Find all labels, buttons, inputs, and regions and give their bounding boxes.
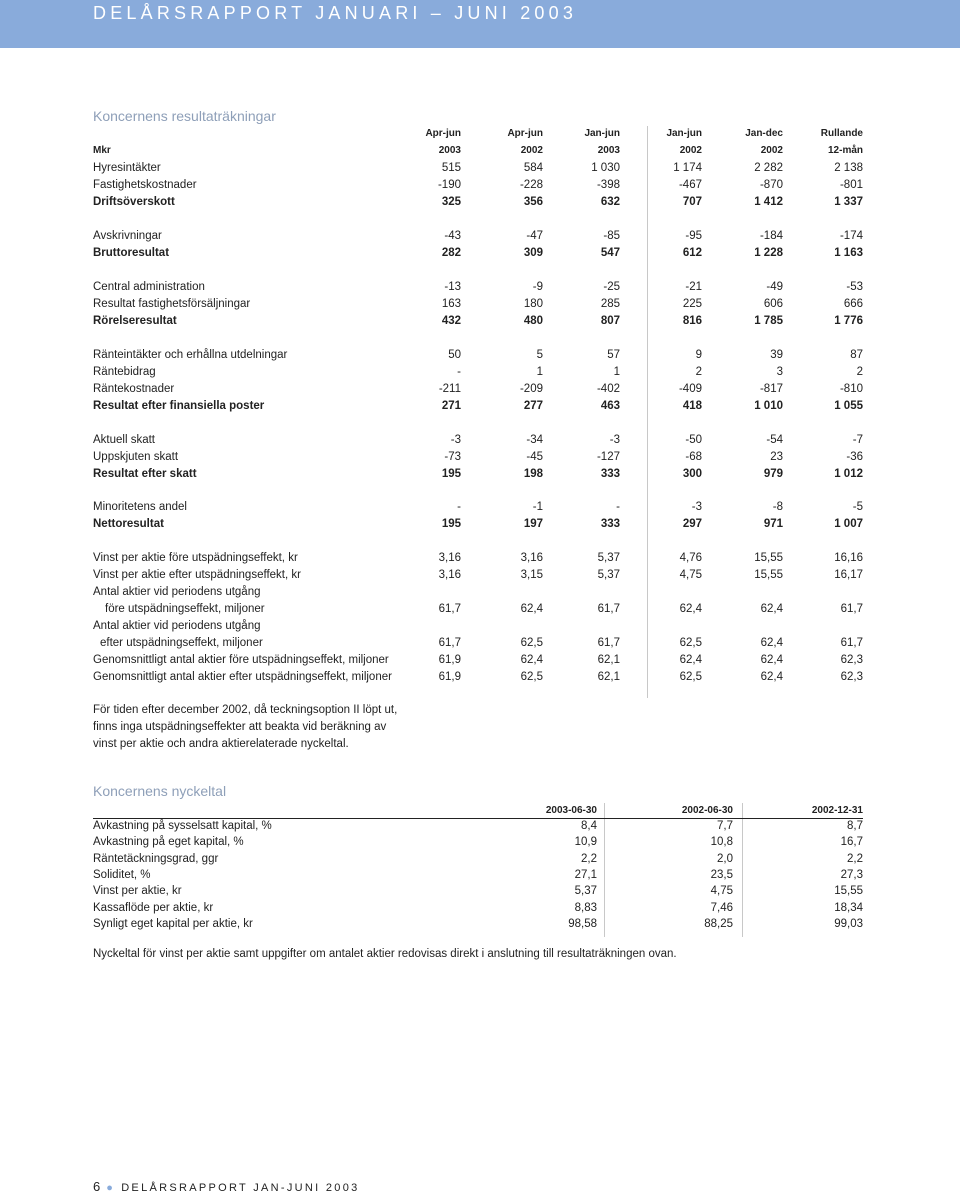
row-value: 356 xyxy=(523,196,543,208)
row-value: 285 xyxy=(600,298,620,310)
note-line: vinst per aktie och andra aktierelaterade nyckeltal. xyxy=(93,738,349,750)
row-value: 5,37 xyxy=(597,569,620,581)
row-value: -50 xyxy=(685,434,702,446)
row-label: Soliditet, % xyxy=(93,868,151,881)
row-value: 1 776 xyxy=(834,315,863,327)
row-value: 198 xyxy=(523,468,543,480)
table-row xyxy=(93,398,863,415)
table-row xyxy=(93,279,863,296)
row-value: 5 xyxy=(536,349,543,361)
row-value: 3,15 xyxy=(520,569,543,581)
row-value: 1 007 xyxy=(834,518,863,530)
table-row xyxy=(93,177,863,194)
row-value: 16,17 xyxy=(834,569,863,581)
row-value: 27,1 xyxy=(574,868,597,881)
row-value: -1 xyxy=(532,501,543,513)
page-number: 6 xyxy=(93,1179,101,1194)
row-value: 8,4 xyxy=(581,820,597,832)
row-value: 62,4 xyxy=(760,603,783,615)
row-value: 18,34 xyxy=(834,901,863,914)
row-value: 23,5 xyxy=(710,868,733,881)
row-value: 1 337 xyxy=(834,196,863,208)
row-value: 1 174 xyxy=(673,162,702,174)
row-value: - xyxy=(616,501,620,513)
row-value: 2,2 xyxy=(581,852,597,865)
row-value: -3 xyxy=(609,434,620,446)
banner-title: DELÅRSRAPPORT JANUARI – JUNI 2003 xyxy=(93,3,578,23)
row-label: Fastighetskostnader xyxy=(93,179,197,191)
row-value: -21 xyxy=(685,281,702,293)
row-value: 195 xyxy=(441,468,461,480)
table-row xyxy=(93,142,863,159)
table-row xyxy=(93,194,863,211)
row-value: -801 xyxy=(839,179,863,191)
row-value: -398 xyxy=(596,179,620,191)
row-label: Resultat efter finansiella poster xyxy=(93,400,265,412)
row-value: 2 138 xyxy=(834,162,863,174)
row-label: Synligt eget kapital per aktie, kr xyxy=(93,917,253,930)
row-value: 4,76 xyxy=(679,552,702,564)
row-label: Driftsöverskott xyxy=(93,196,175,208)
row-value: 62,4 xyxy=(760,654,783,666)
row-value: -47 xyxy=(526,230,543,242)
row-value: 9 xyxy=(695,349,702,361)
row-value: 180 xyxy=(523,298,543,310)
row-value: -7 xyxy=(852,434,863,446)
row-label: Antal aktier vid periodens utgång xyxy=(93,586,261,598)
row-label: Resultat fastighetsförsäljningar xyxy=(93,298,251,310)
row-value: 1 012 xyxy=(834,468,863,480)
row-value: 971 xyxy=(763,518,783,530)
row-value: -228 xyxy=(519,179,543,191)
row-value: 61,7 xyxy=(438,637,461,649)
row-value: 61,7 xyxy=(597,637,620,649)
row-value: -49 xyxy=(766,281,783,293)
row-value: 2002 xyxy=(760,145,783,156)
row-value: 163 xyxy=(441,298,461,310)
row-value: -9 xyxy=(532,281,543,293)
row-value: 15,55 xyxy=(754,552,783,564)
row-value: 62,4 xyxy=(679,603,702,615)
table-row xyxy=(93,499,863,516)
row-value: 57 xyxy=(607,349,620,361)
table-row xyxy=(93,802,863,819)
table-row xyxy=(93,432,863,449)
row-value: 2003-06-30 xyxy=(545,805,597,816)
row-value: 2,2 xyxy=(847,852,863,865)
row-value: 61,7 xyxy=(597,603,620,615)
row-value: -467 xyxy=(678,179,702,191)
table-row xyxy=(93,364,863,381)
header-banner xyxy=(0,0,960,48)
row-value: 10,8 xyxy=(710,836,733,849)
row-value: 62,4 xyxy=(520,654,543,666)
footer-report-name: DELÅRSRAPPORT JAN-JUNI 2003 xyxy=(121,1182,360,1194)
row-value: -43 xyxy=(444,230,461,242)
row-value: Apr-jun xyxy=(507,128,543,139)
row-value: 5,37 xyxy=(597,552,620,564)
row-value: 2 xyxy=(695,366,702,378)
row-value: 62,5 xyxy=(520,637,543,649)
row-label: efter utspädningseffekt, miljoner xyxy=(100,637,263,649)
row-value: -8 xyxy=(772,501,783,513)
row-value: -5 xyxy=(852,501,863,513)
table-row xyxy=(93,601,863,618)
row-value: -53 xyxy=(846,281,863,293)
row-value: 225 xyxy=(682,298,702,310)
row-label: Genomsnittligt antal aktier efter utspädningseffekt, miljoner xyxy=(93,671,392,683)
row-value: -184 xyxy=(759,230,783,242)
table-row xyxy=(93,466,863,483)
row-value: -810 xyxy=(839,383,863,395)
row-label: Avskrivningar xyxy=(93,230,162,242)
table-row xyxy=(93,228,863,245)
row-value: 4,75 xyxy=(710,885,733,898)
row-value: 1 030 xyxy=(591,162,620,174)
row-value: Rullande xyxy=(820,128,863,139)
row-value: 1 228 xyxy=(754,247,783,259)
table-row xyxy=(93,313,863,330)
table-row xyxy=(93,916,863,933)
row-value: 333 xyxy=(600,468,620,480)
row-value: 62,1 xyxy=(597,654,620,666)
row-value: 979 xyxy=(763,468,783,480)
row-value: 612 xyxy=(682,247,702,259)
row-value: -211 xyxy=(438,383,461,395)
row-value: 62,4 xyxy=(520,603,543,615)
row-label: Aktuell skatt xyxy=(93,434,155,446)
table-row xyxy=(93,867,863,884)
row-value: 15,55 xyxy=(834,885,863,898)
row-value: -3 xyxy=(691,501,702,513)
table-row xyxy=(93,296,863,313)
row-value: 1 163 xyxy=(834,247,863,259)
row-value: - xyxy=(457,366,461,378)
row-value: Apr-jun xyxy=(425,128,461,139)
row-label: Ränteintäkter och erhållna utdelningar xyxy=(93,349,288,361)
row-value: -870 xyxy=(759,179,783,191)
row-value: 277 xyxy=(523,400,543,412)
row-value: 666 xyxy=(843,298,863,310)
row-value: 707 xyxy=(682,196,702,208)
row-value: 1 055 xyxy=(834,400,863,412)
row-value: 61,7 xyxy=(840,603,863,615)
row-label: Avkastning på sysselsatt kapital, % xyxy=(93,820,272,832)
row-label: Resultat efter skatt xyxy=(93,468,197,480)
table-row xyxy=(93,818,863,835)
row-value: 3,16 xyxy=(520,552,543,564)
row-value: 1 xyxy=(536,366,543,378)
row-value: 62,3 xyxy=(840,671,863,683)
row-label: Räntebidrag xyxy=(93,366,156,378)
row-label: Räntetäckningsgrad, ggr xyxy=(93,852,219,865)
table-row xyxy=(93,584,863,601)
row-value: 807 xyxy=(600,315,620,327)
table-row xyxy=(93,381,863,398)
row-label: Genomsnittligt antal aktier före utspädningseffekt, miljoner xyxy=(93,654,389,666)
table-row xyxy=(93,883,863,900)
row-value: 88,25 xyxy=(704,917,733,930)
table-row xyxy=(93,245,863,262)
row-label: Kassaflöde per aktie, kr xyxy=(93,901,214,914)
row-value: 62,4 xyxy=(760,637,783,649)
row-value: 61,9 xyxy=(438,654,461,666)
row-value: 480 xyxy=(523,315,543,327)
row-value: 62,1 xyxy=(597,671,620,683)
row-value: 271 xyxy=(441,400,461,412)
row-label: Vinst per aktie, kr xyxy=(93,885,182,898)
note-line: finns inga utspädningseffekter att beakta vid beräkning av xyxy=(93,721,387,733)
row-label: före utspädningseffekt, miljoner xyxy=(105,603,265,615)
row-value: 50 xyxy=(448,349,461,361)
row-value: 2002-12-31 xyxy=(811,805,863,816)
row-value: 297 xyxy=(682,518,702,530)
row-value: 584 xyxy=(523,162,543,174)
row-label: Vinst per aktie efter utspädningseffekt, kr xyxy=(93,569,301,581)
row-value: 1 785 xyxy=(754,315,783,327)
row-label: Hyresintäkter xyxy=(93,162,161,174)
table-row xyxy=(93,618,863,635)
row-value: 333 xyxy=(600,518,620,530)
row-value: 195 xyxy=(441,518,461,530)
row-value: -402 xyxy=(596,383,620,395)
row-value: 16,7 xyxy=(840,836,863,849)
row-value: 1 412 xyxy=(754,196,783,208)
row-label: Uppskjuten skatt xyxy=(93,451,179,463)
row-value: 3,16 xyxy=(438,552,461,564)
row-value: -45 xyxy=(526,451,543,463)
table-row xyxy=(93,567,863,584)
page-footer xyxy=(93,1179,360,1194)
table-row xyxy=(93,900,863,917)
row-value: 3 xyxy=(776,366,783,378)
row-value: 606 xyxy=(763,298,783,310)
table-row xyxy=(93,449,863,466)
bullet-icon: ● xyxy=(106,1182,116,1194)
row-value: 15,55 xyxy=(754,569,783,581)
table-row xyxy=(93,347,863,364)
row-label: Antal aktier vid periodens utgång xyxy=(93,620,261,632)
table-row xyxy=(93,550,863,567)
row-value: 418 xyxy=(682,400,702,412)
row-label: Räntekostnader xyxy=(93,383,175,395)
row-value: -95 xyxy=(685,230,702,242)
row-value: Jan-jun xyxy=(584,128,620,139)
row-value: 62,5 xyxy=(520,671,543,683)
row-value: 2002-06-30 xyxy=(681,805,733,816)
row-value: 5,37 xyxy=(574,885,597,898)
table-row xyxy=(93,652,863,669)
row-value: -3 xyxy=(450,434,461,446)
row-value: Jan-jun xyxy=(666,128,702,139)
row-value: 61,7 xyxy=(840,637,863,649)
row-value: -34 xyxy=(526,434,543,446)
row-value: 547 xyxy=(600,247,620,259)
table-row xyxy=(93,125,863,142)
row-value: 98,58 xyxy=(568,917,597,930)
row-value: 27,3 xyxy=(840,868,863,881)
row-value: -174 xyxy=(839,230,863,242)
row-label: Mkr xyxy=(93,145,111,156)
row-value: 39 xyxy=(770,349,783,361)
note-line: För tiden efter december 2002, då teckningsoption II löpt ut, xyxy=(93,704,398,716)
row-label: Rörelseresultat xyxy=(93,315,177,327)
row-label: Central administration xyxy=(93,281,205,293)
row-value: 309 xyxy=(523,247,543,259)
row-value: 10,9 xyxy=(574,836,597,849)
row-value: 2003 xyxy=(597,145,620,156)
row-value: 12-mån xyxy=(827,145,863,156)
row-value: 300 xyxy=(682,468,702,480)
row-value: 62,3 xyxy=(840,654,863,666)
row-value: 816 xyxy=(682,315,702,327)
row-value: 3,16 xyxy=(438,569,461,581)
row-value: -209 xyxy=(519,383,543,395)
row-value: 62,4 xyxy=(760,671,783,683)
row-value: -25 xyxy=(603,281,620,293)
row-value: 62,4 xyxy=(679,654,702,666)
row-value: -73 xyxy=(444,451,461,463)
row-value: 7,46 xyxy=(710,901,733,914)
row-value: 4,75 xyxy=(679,569,702,581)
row-value: 1 010 xyxy=(754,400,783,412)
row-value: -190 xyxy=(437,179,461,191)
row-label: Vinst per aktie före utspädningseffekt, kr xyxy=(93,552,298,564)
table-row xyxy=(93,635,863,652)
row-value: 62,5 xyxy=(679,671,702,683)
row-value: -817 xyxy=(759,383,783,395)
row-value: - xyxy=(457,501,461,513)
row-label: Bruttoresultat xyxy=(93,247,170,259)
row-value: 2002 xyxy=(679,145,702,156)
row-value: 16,16 xyxy=(834,552,863,564)
key-ratios-title: Koncernens nyckeltal xyxy=(93,783,227,799)
row-value: 432 xyxy=(441,315,461,327)
row-value: 1 xyxy=(613,366,620,378)
income-statement-title: Koncernens resultaträkningar xyxy=(93,108,276,124)
key-ratios-note: Nyckeltal för vinst per aktie samt uppgifter om antalet aktier redovisas direkt i anslutning till resultaträkningen ovan. xyxy=(93,948,677,960)
table-row xyxy=(93,851,863,868)
row-label: Avkastning på eget kapital, % xyxy=(93,836,244,849)
row-value: 8,7 xyxy=(847,820,863,832)
row-value: 2,0 xyxy=(717,852,733,865)
row-value: 2 282 xyxy=(754,162,783,174)
row-value: 61,9 xyxy=(438,671,461,683)
table-row xyxy=(93,160,863,177)
row-value: 62,5 xyxy=(679,637,702,649)
row-value: 7,7 xyxy=(717,820,733,832)
row-value: -127 xyxy=(596,451,620,463)
row-value: 99,03 xyxy=(834,917,863,930)
row-value: 282 xyxy=(441,247,461,259)
row-value: 61,7 xyxy=(438,603,461,615)
row-value: 23 xyxy=(770,451,783,463)
row-value: 87 xyxy=(850,349,863,361)
row-label: Nettoresultat xyxy=(93,518,164,530)
row-value: Jan-dec xyxy=(745,128,783,139)
table-row xyxy=(93,516,863,533)
row-value: 515 xyxy=(441,162,461,174)
table-row xyxy=(93,669,863,686)
row-value: 197 xyxy=(523,518,543,530)
row-value: 8,83 xyxy=(574,901,597,914)
row-value: 2002 xyxy=(520,145,543,156)
row-value: -85 xyxy=(603,230,620,242)
row-value: -54 xyxy=(766,434,783,446)
row-value: 325 xyxy=(441,196,461,208)
row-value: 463 xyxy=(600,400,620,412)
row-label: Minoritetens andel xyxy=(93,501,187,513)
row-value: 2003 xyxy=(438,145,461,156)
row-value: 2 xyxy=(856,366,863,378)
row-value: -68 xyxy=(685,451,702,463)
row-value: -13 xyxy=(444,281,461,293)
row-value: -36 xyxy=(846,451,863,463)
row-value: -409 xyxy=(678,383,702,395)
row-value: 632 xyxy=(600,196,620,208)
table-row xyxy=(93,834,863,851)
